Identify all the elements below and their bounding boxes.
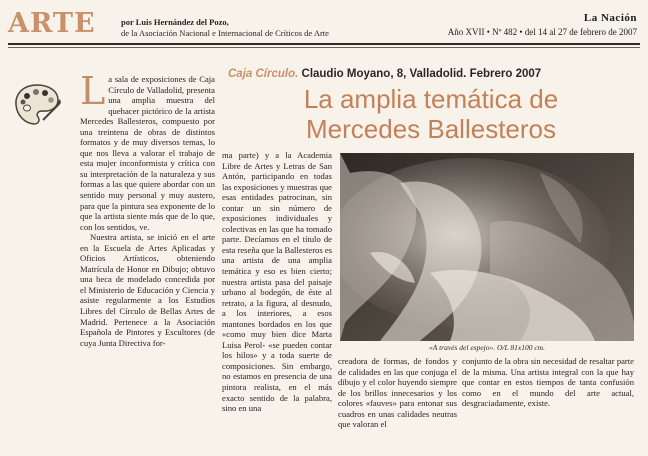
headline-line-1: La amplia temática de <box>303 84 559 114</box>
kicker-place: Caja Círculo. <box>228 68 299 80</box>
painting-photo <box>340 153 634 341</box>
article-kicker <box>228 67 541 81</box>
column-4-text: conjunto de la obra sin necesidad de resaltar parte de la misma. Una artista integral con la que hay que contar en estos tiempos de tanta confusión como en el mundo del arte actual, desgraciadamente, existe. <box>462 356 634 409</box>
article-column-3 <box>338 356 457 450</box>
article-column-4 <box>462 356 634 450</box>
column-2-text: ma parte) y a la Academia Libre de Artes y Letras de San Antón, participando en todas las exposiciones y muestras que esas entidades patrocinan, sin contar un sin número de exposiciones individuales y colectivas en las que ha tomado parte. Decíamos en el título de esta reseña que la Ballesteros es una artista de una amplia temática y eso es bien cierto; nuestra artista pasa del paisaje urbano al bodegón, de éste al retrato, a la figura, al desnudo, a los interiores, a esos mantones bordados en los que «como muy bien dice Marta Luisa Perol- «se pueden contar los hilos» y a toda suerte de composiciones. Sin embargo, no estamos en presencia de una pintora realista, en el más exacto sentido de la palabra, sino en una <box>222 150 332 414</box>
header-rule-thin <box>8 47 640 48</box>
header-rule <box>8 43 640 45</box>
paragraph-2: Nuestra artista, se inició en el arte en la Escuela de Artes Aplicadas y Oficios Artísticos, obteniendo Matrícula de Honor en Dibujo; obtuvo una beca de modelado concedida por el Ministerio de Educación y Ciencia y asiste regularmente a los Estudios Libres del Círculo de Bellas Artes de Madrid. Pertenece a la Asociación Española de Pintores y Escultores (de cuya Junta Directiva for- <box>80 232 215 348</box>
headline-line-2: Mercedes Ballesteros <box>306 114 556 144</box>
article-headline <box>246 84 616 144</box>
article-column-2 <box>222 150 332 450</box>
issue-info: Año XVII • Nº 482 • del 14 al 27 de febrero de 2007 <box>447 27 637 37</box>
column-3-text: creadora de formas, de fondos y de calidades en las que conjuga el dibujo y el color huyendo siempre de los brillos innecesarios y los colores «fauves» para entonar sus cuadros en unas calidades neutras que valoran el <box>338 356 457 430</box>
newspaper-name: La Nación <box>583 12 637 24</box>
byline-affiliation: de la Asociación Nacional e Internacional de Críticos de Arte <box>121 28 329 38</box>
kicker-details: Claudio Moyano, 8, Valladolid. Febrero 2007 <box>301 68 542 80</box>
byline <box>121 17 329 39</box>
painting-caption: «A través del espejo». O/L 81x100 cm. <box>429 343 545 352</box>
paragraph-1-text: a sala de exposiciones de Caja Círculo de Valladolid, presenta una amplia muestra del quehacer pictórico de la artista Mercedes Ballesteros, compuesto por una treintena de obras de distintos formatos y de muy diversos temas, lo que nos lleva a valorar el trabajo de esta mujer inconformista y crítica con su interpretación de la naturaleza y sus formas a las que quiere abordar con un sentido muy personal y muy austero, para que la pintura sea exponente de lo que la artista siente más que de lo que, con los sentidos, ve. <box>80 74 215 232</box>
section-title: ARTE <box>8 8 96 39</box>
drop-cap: L <box>80 74 106 113</box>
article-column-1 <box>80 74 215 450</box>
paragraph-1 <box>80 74 215 232</box>
paint-palette-icon <box>13 82 61 128</box>
byline-author: por Luis Hernández del Pozo, <box>121 17 229 27</box>
